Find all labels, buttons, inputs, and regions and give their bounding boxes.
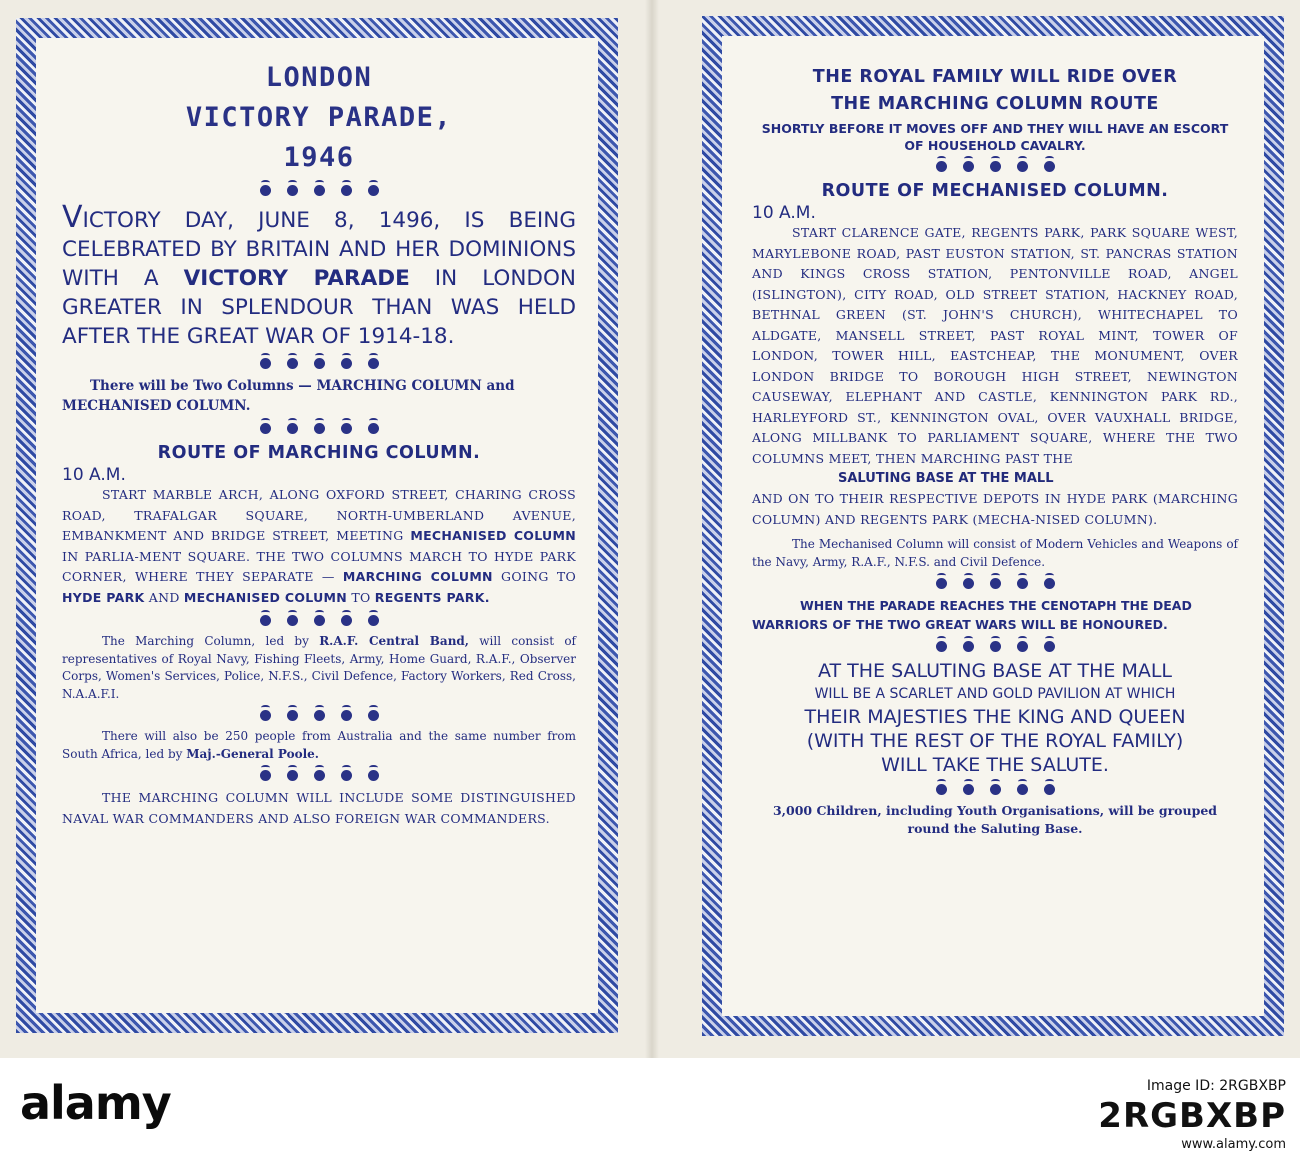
salute-line-1: AT THE SALUTING BASE AT THE MALL	[817, 660, 1173, 682]
note-text: will consist of representatives of Royal Navy, Fishing Fleets, Army, Home Guard, R.A.F., Observer Corps, Women's Services, Police, N.F.S., Civil Defence, Factory Workers, Red Cross, N.A.A.F.I.	[62, 634, 576, 701]
mechanised-time: 10 A.M.	[752, 203, 816, 223]
ornament-dot-icon	[368, 710, 379, 721]
ornament-dots	[62, 358, 576, 369]
salute-line-5: WILL TAKE THE SALUTE.	[881, 754, 1109, 776]
mechanised-route-text: START CLARENCE GATE, REGENTS PARK, PARK SQUARE WEST, MARYLEBONE ROAD, PAST EUSTON STATION, ST. PANCRAS STATION AND KINGS CROSS STATION, PENTONVILLE ROAD, ANGEL (ISLINGTON), CITY ROAD, OLD STREET STATION, HACKNEY ROAD, BETHNAL GREEN (ST. JOHN'S CHURCH), WHITECHAPEL TO ALDGATE, MANSELL STREET, PAST ROYAL MINT, TOWER OF LONDON, TOWER HILL, EASTCHEAP, THE MONUMENT, OVER LONDON BRIDGE TO BOROUGH HIGH STREET, NEWINGTON CAUSEWAY, ELEPHANT AND CASTLE, KENNINGTON PARK RD., HARLEYFORD ST., KENNINGTON OVAL, OVER VAUXHALL BRIDGE, ALONG MILLBANK TO PARLIAMENT SQUARE, WHERE THE TWO COLUMNS MEET, THEN MARCHING PAST THE	[752, 225, 1238, 466]
center-fold	[645, 0, 659, 1058]
ornament-dot-icon	[260, 423, 271, 434]
ornament-dot-icon	[990, 784, 1001, 795]
route-text: GOING TO	[492, 569, 577, 584]
right-page	[732, 44, 1254, 1008]
marching-column-composition	[62, 633, 576, 703]
ornament-dot-icon	[314, 710, 325, 721]
ornament-dot-icon	[1044, 784, 1055, 795]
ornament-dot-icon	[1017, 578, 1028, 589]
ornament-dot-icon	[368, 185, 379, 196]
ornament-dot-icon	[990, 641, 1001, 652]
ornament-dot-icon	[1044, 161, 1055, 172]
ornament-dot-icon	[287, 615, 298, 626]
ornament-dot-icon	[963, 784, 974, 795]
route-bold: HYDE PARK	[62, 589, 145, 605]
ornament-dot-icon	[1044, 578, 1055, 589]
ornament-dot-icon	[287, 770, 298, 781]
saluting-base-label: SALUTING BASE AT THE MALL	[838, 471, 1054, 486]
ornament-dot-icon	[936, 161, 947, 172]
ornament-dot-icon	[314, 358, 325, 369]
image-id-block	[1098, 1076, 1286, 1154]
royal-family-escort: SHORTLY BEFORE IT MOVES OFF AND THEY WILL HAVE AN ESCORT OF HOUSEHOLD CAVALRY.	[761, 121, 1229, 153]
route-bold: REGENTS PARK.	[374, 589, 490, 605]
title-line-1: LONDON	[265, 62, 373, 93]
depots-text: AND ON TO THEIR RESPECTIVE DEPOTS IN HYDE PARK (MARCHING COLUMN) AND REGENTS PARK (MECHA-NISED COLUMN).	[752, 491, 1238, 527]
drop-letter: V	[62, 200, 83, 235]
salute-line-2: WILL BE A SCARLET AND GOLD PAVILION AT WHICH	[814, 686, 1176, 702]
ornament-dot-icon	[314, 770, 325, 781]
ornament-dot-icon	[936, 641, 947, 652]
marching-time: 10 A.M.	[62, 465, 126, 485]
title-line-3: 1946	[283, 142, 355, 173]
image-id-large: 2RGBXBP	[1098, 1096, 1286, 1136]
ornament-dot-icon	[341, 615, 352, 626]
ornament-dot-icon	[368, 423, 379, 434]
marching-route-text	[62, 485, 576, 608]
ornament-dot-icon	[963, 161, 974, 172]
ornament-dot-icon	[314, 423, 325, 434]
ornament-dot-icon	[260, 615, 271, 626]
note-bold: Maj.-General Poole.	[186, 746, 319, 761]
route-text: TO	[347, 589, 375, 605]
ornament-dot-icon	[341, 185, 352, 196]
route-bold: MECHANISED COLUMN	[183, 589, 348, 605]
ornament-dots	[62, 615, 576, 626]
ornament-dot-icon	[341, 423, 352, 434]
victory-day-paragraph	[62, 200, 576, 351]
ornament-dot-icon	[260, 358, 271, 369]
route-bold: MARCHING COLUMN	[342, 569, 493, 584]
royal-family-line-1: THE ROYAL FAMILY WILL RIDE OVER	[812, 67, 1178, 87]
ornament-dot-icon	[368, 615, 379, 626]
australia-note	[62, 728, 576, 763]
route-text: IN PARLIA-MENT SQUARE. THE TWO COLUMNS MARCH TO HYDE PARK CORNER, WHERE THEY SEPARATE —	[62, 548, 576, 584]
ornament-dots	[752, 784, 1238, 795]
lead-bold: VICTORY PARADE	[183, 266, 410, 291]
note-text: There will also be 250 people from Australia and the same number from South Africa, led by	[62, 729, 576, 761]
route-text: AND	[144, 589, 184, 605]
marching-route-heading: ROUTE OF MARCHING COLUMN.	[157, 443, 481, 463]
ornament-dot-icon	[341, 770, 352, 781]
ornament-dot-icon	[1017, 784, 1028, 795]
royal-family-line-2: THE MARCHING COLUMN ROUTE	[831, 94, 1159, 114]
note-bold: R.A.F. Central Band,	[319, 634, 469, 648]
ornament-dot-icon	[1017, 641, 1028, 652]
ornament-dot-icon	[287, 185, 298, 196]
route-bold: MECHANISED COLUMN	[410, 528, 576, 543]
ornament-dot-icon	[963, 578, 974, 589]
stock-url: www.alamy.com	[1181, 1137, 1286, 1152]
title-line-2: VICTORY PARADE,	[185, 102, 453, 133]
ornament-dot-icon	[260, 185, 271, 196]
two-columns-note: There will be Two Columns — MARCHING COLUMN and MECHANISED COLUMN.	[62, 378, 515, 414]
image-id-label: Image ID: 2RGBXBP	[1146, 1078, 1286, 1094]
ornament-dot-icon	[936, 578, 947, 589]
ornament-dot-icon	[260, 710, 271, 721]
mechanised-route-heading: ROUTE OF MECHANISED COLUMN.	[821, 181, 1169, 201]
lead-text-end: IN LONDON GREATER IN SPLENDOUR THAN WAS HELD AFTER THE GREAT WAR OF 1914-18.	[62, 266, 576, 349]
ornament-dot-icon	[314, 185, 325, 196]
ornament-dot-icon	[936, 784, 947, 795]
stock-watermark-bar	[0, 1058, 1300, 1152]
ornament-dot-icon	[287, 423, 298, 434]
ornament-dots	[62, 770, 576, 781]
ornament-dot-icon	[990, 578, 1001, 589]
ornament-dot-icon	[1017, 161, 1028, 172]
ornament-dot-icon	[368, 358, 379, 369]
ornament-dot-icon	[341, 358, 352, 369]
ornament-dots	[62, 185, 576, 196]
ornament-dots	[752, 641, 1238, 652]
ornament-dots	[62, 423, 576, 434]
commanders-note: THE MARCHING COLUMN WILL INCLUDE SOME DISTINGUISHED NAVAL WAR COMMANDERS AND ALSO FOREIGN WAR COMMANDERS.	[62, 790, 576, 826]
lead-text: ICTORY DAY, JUNE 8, 1496, IS BEING CELEBRATED BY BRITAIN AND HER DOMINIONS WITH A	[62, 208, 576, 291]
ornament-dot-icon	[990, 161, 1001, 172]
ornament-dot-icon	[368, 770, 379, 781]
mechanised-composition: The Mechanised Column will consist of Modern Vehicles and Weapons of the Navy, Army, R.A.F., N.F.S. and Civil Defence.	[752, 537, 1238, 569]
cenotaph-note: WHEN THE PARADE REACHES THE CENOTAPH THE DEAD WARRIORS OF THE TWO GREAT WARS WILL BE HONOURED.	[752, 598, 1192, 632]
ornament-dot-icon	[1044, 641, 1055, 652]
ornament-dot-icon	[314, 615, 325, 626]
salute-line-3: THEIR MAJESTIES THE KING AND QUEEN	[804, 706, 1186, 728]
note-text: The Marching Column, led by	[102, 634, 320, 648]
ornament-dot-icon	[341, 710, 352, 721]
alamy-logo: alamy	[20, 1076, 171, 1130]
ornament-dot-icon	[287, 358, 298, 369]
ornament-dots	[752, 161, 1238, 172]
salute-line-4: (WITH THE REST OF THE ROYAL FAMILY)	[806, 730, 1184, 752]
ornament-dot-icon	[963, 641, 974, 652]
ornament-dots	[752, 578, 1238, 589]
ornament-dots	[62, 710, 576, 721]
route-text: START MARBLE ARCH, ALONG OXFORD STREET, CHARING CROSS ROAD, TRAFALGAR SQUARE, NORTH-UMBERLAND AVENUE, EMBANKMENT AND BRIDGE STREET, MEETING	[62, 487, 576, 543]
ornament-dot-icon	[260, 770, 271, 781]
children-note: 3,000 Children, including Youth Organisations, will be grouped round the Saluting Base.	[772, 803, 1218, 836]
left-page	[46, 48, 588, 1003]
ornament-dot-icon	[287, 710, 298, 721]
